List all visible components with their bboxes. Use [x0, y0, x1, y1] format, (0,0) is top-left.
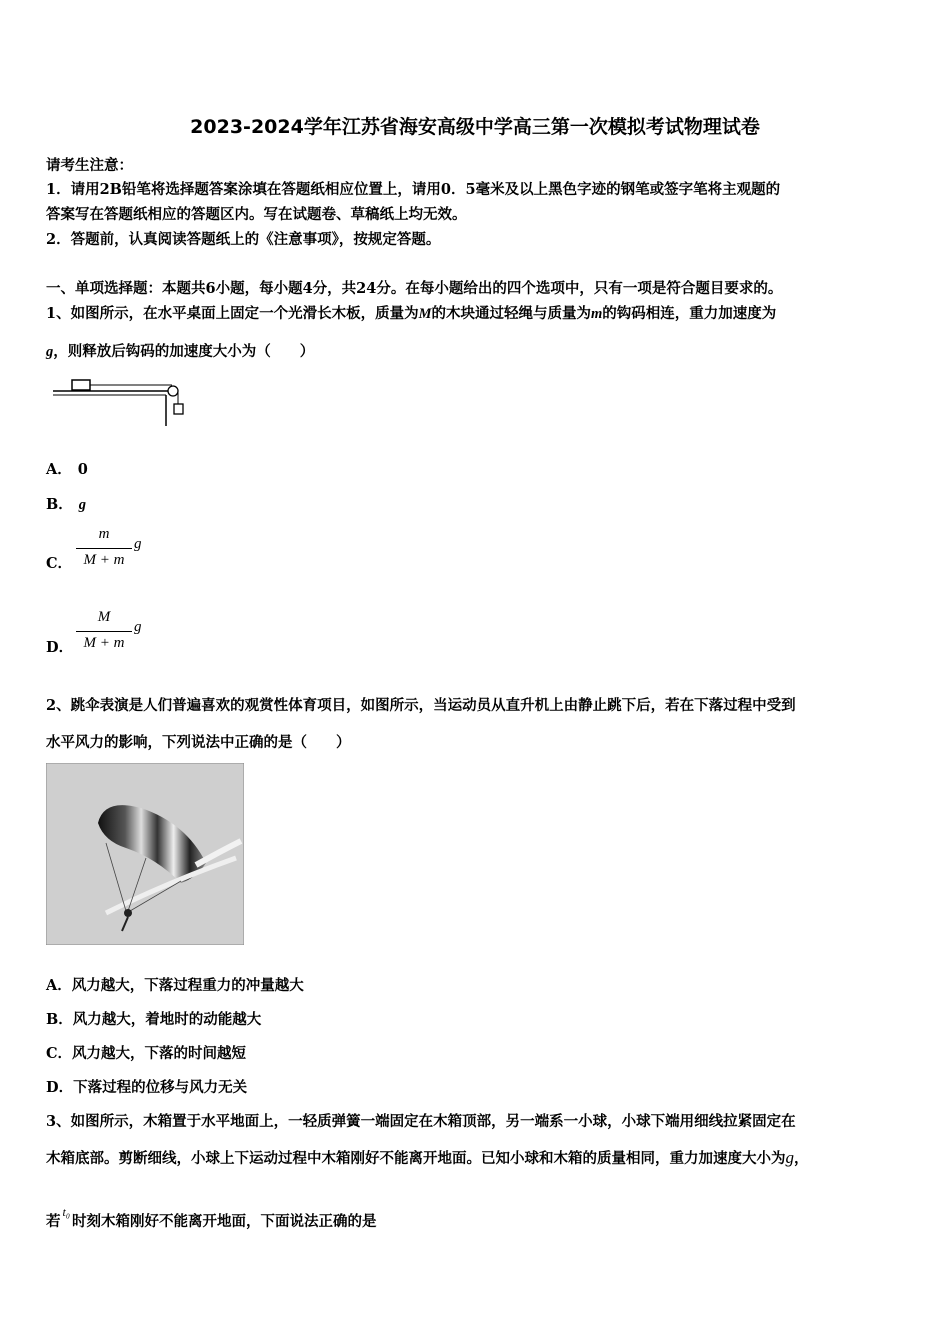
question-1-line-2	[46, 340, 314, 361]
q3-text-a: 木箱底部。剪断细线，小球上下运动过程中木箱刚好不能离开地面。已知小球和木箱的质量相同，重力加速度大小为	[46, 1150, 786, 1167]
q2-option-d[interactable]: D．下落过程的位移与风力无关	[46, 1079, 248, 1096]
notice-line-2: 答案写在答题纸相应的答题区内。写在试题卷、草稿纸上均无效。	[46, 206, 467, 223]
q3-var-g: g	[785, 1148, 794, 1167]
q1-var-M: M	[418, 306, 432, 322]
q1-option-c-numerator: m	[98, 526, 110, 542]
q1-text-b: 的木块通过轻绳与质量为	[431, 305, 591, 322]
q1-option-d-fraction	[76, 609, 156, 659]
parachute-photo	[46, 763, 244, 945]
q3-text-b: ，	[794, 1150, 809, 1167]
q1-option-c-label[interactable]: C．	[46, 555, 73, 572]
question-3-line-2	[46, 1147, 809, 1168]
q1-var-g: g	[46, 344, 54, 360]
q1-option-b-value: g	[78, 497, 87, 513]
q3-var-t0: t₀	[62, 1205, 71, 1219]
q1-option-d-denominator: M + m	[83, 635, 125, 651]
q1-option-d-numerator: M	[97, 609, 111, 625]
q1-option-d-g: g	[134, 619, 142, 635]
question-3-line-3	[46, 1205, 377, 1231]
q1-var-m: m	[591, 306, 603, 322]
question-1-line-1	[46, 302, 776, 323]
q2-option-c[interactable]: C．风力越大，下落的时间越短	[46, 1045, 247, 1062]
q1-text-c: 的钩码相连，重力加速度为	[602, 305, 777, 322]
notice-line-3: 2．答题前，认真阅读答题纸上的《注意事项》，按规定答题。	[46, 231, 441, 248]
q2-option-a[interactable]: A．风力越大，下落过程重力的冲量越大	[46, 977, 304, 994]
q1-option-d-label[interactable]: D．	[46, 639, 74, 656]
q1-text-a: 1、如图所示，在水平桌面上固定一个光滑长木板，质量为	[46, 305, 419, 322]
q3-text-d: 时刻木箱刚好不能离开地面，下面说法正确的是	[72, 1213, 377, 1230]
q1-option-a-label: A．	[46, 461, 72, 478]
section-heading: 一、单项选择题：本题共6小题，每小题4分，共24分。在每小题给出的四个选项中，只有一项是符合题目要求的。	[46, 280, 783, 297]
q1-option-a[interactable]	[46, 458, 88, 479]
notice-heading: 请考生注意：	[46, 157, 133, 174]
notice-line-1: 1．请用2B铅笔将选择题答案涂填在答题纸相应位置上，请用0．5毫米及以上黑色字迹的钢笔或签字笔将主观题的	[46, 181, 781, 198]
table-pulley-diagram	[50, 374, 190, 430]
q2-option-b[interactable]: B．风力越大，着地时的动能越大	[46, 1011, 262, 1028]
q1-option-c-denominator: M + m	[83, 552, 125, 568]
question-2-line-1: 2、跳伞表演是人们普遍喜欢的观赏性体育项目，如图所示，当运动员从直升机上由静止跳下后，若在下落过程中受到	[46, 697, 796, 714]
question-2-line-2: 水平风力的影响，下列说法中正确的是（ ）	[46, 734, 351, 751]
q1-text-d: ，则释放后钩码的加速度大小为（ ）	[53, 343, 315, 360]
q1-option-c-fraction	[76, 526, 156, 576]
q1-option-c-g: g	[134, 536, 142, 552]
q1-option-b-label: B．	[46, 496, 73, 513]
fraction-bar	[76, 631, 132, 632]
q1-option-a-value: 0	[77, 461, 88, 478]
fraction-bar	[76, 548, 132, 549]
q3-text-c: 若	[46, 1213, 61, 1230]
question-3-line-1: 3、如图所示，木箱置于水平地面上，一轻质弹簧一端固定在木箱顶部，另一端系一小球，小球下端用细线拉紧固定在	[46, 1113, 796, 1130]
page-title: 2023-2024学年江苏省海安高级中学高三第一次模拟考试物理试卷	[190, 116, 760, 138]
q1-option-b[interactable]	[46, 493, 86, 514]
